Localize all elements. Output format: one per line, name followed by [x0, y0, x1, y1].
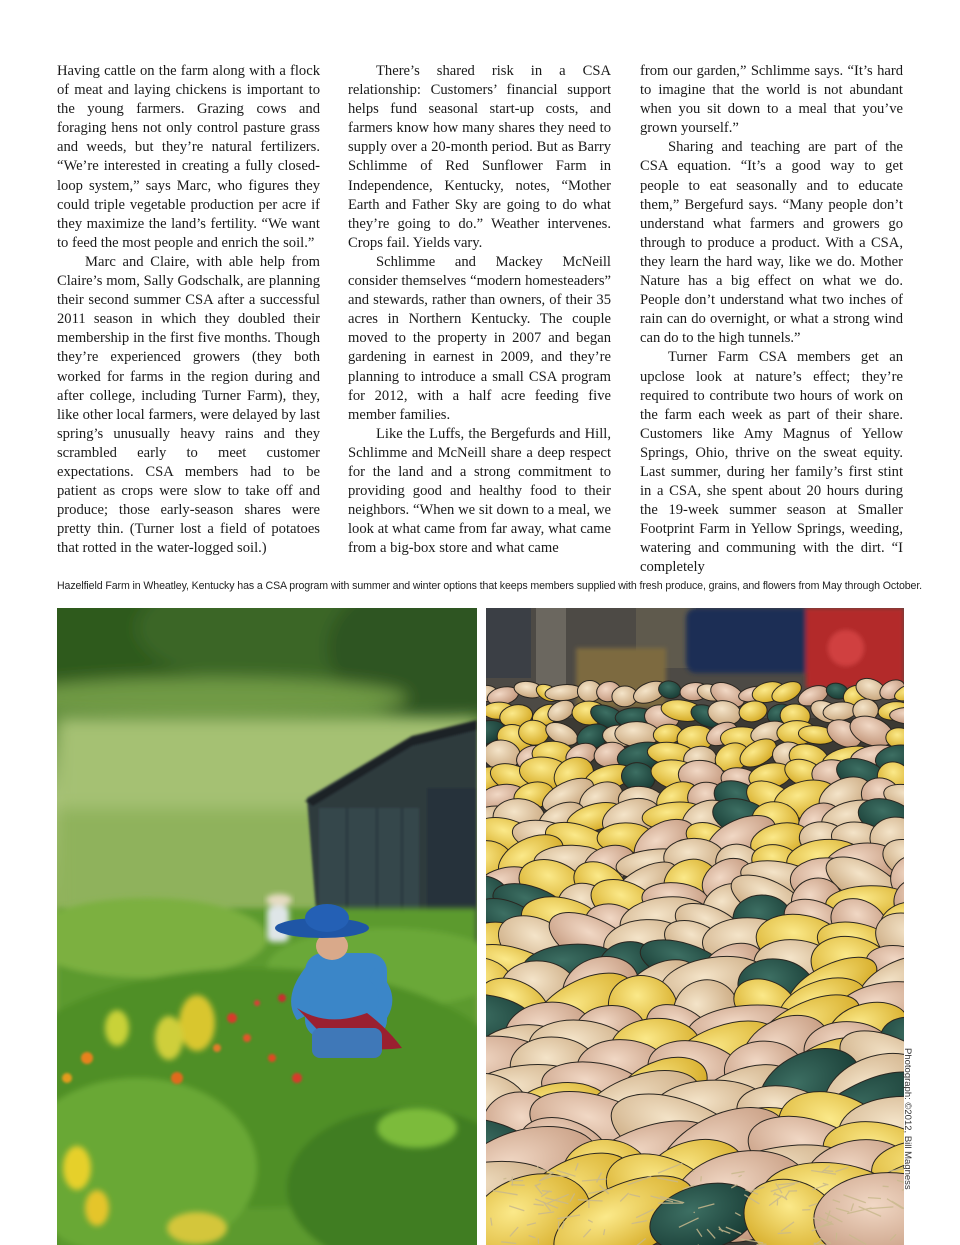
article-column-2 [348, 62, 611, 558]
farm-field-photo [57, 608, 477, 1245]
article-column-3 [640, 62, 903, 578]
straw [694, 1212, 695, 1213]
straw [883, 1186, 889, 1187]
article-paragraph: There’s shared risk in a CSA relationship: Customers’ financial support helps fund seasonal start-up costs, and farmers know how many shares they need to supply over a 20-month period. But as Barry Schlimme of Red Sunflower Farm in Independence, Kentucky, notes, “Mother Earth and Father Sky are going to do what they’re going to do.” Weather intervenes. Crops fail. Yields vary. [348, 63, 611, 251]
article-paragraph: Sharing and teaching are part of the CSA equation. “It’s a good way to get people to eat seasonally and to educate them,” Bergefurd says. “Many people don’t understand what farmers and growers go through to produce a product. With a CSA, they learn the hard way, like we do. Mother Nature has a big effect on what we do. People don’t understand what two inches of rain can do overnight, or what a strong wind can do to the high tunnels.” [640, 139, 903, 347]
straw [701, 1176, 702, 1181]
article-paragraph: Like the Luffs, the Bergefurds and Hill, Schlimme and McNeill share a deep respect for the land and a strong commitment to providing good and healthy food to their neighbors. “When we sit down to a meal, we look at what came from far away, what came from a big-box store and what came [348, 425, 611, 557]
straw [778, 1233, 792, 1234]
photo-credit: Photograph: ©2012, Bill Magness [902, 1048, 913, 1190]
article-column-1 [57, 62, 320, 558]
article-paragraph: from our garden,” Schlimme says. “It’s hard to imagine that the world is not abundant when you sit down to a meal that you’ve grown yourself.” [640, 63, 903, 137]
straw [825, 1171, 834, 1172]
straw [503, 1178, 506, 1179]
straw [868, 1198, 881, 1199]
article-paragraph: Turner Farm CSA members get an upclose look at nature’s effect; they’re required to contribute two hours of work on the farm each week as part of their share. Customers like Amy Magnus of Yellow Springs, Ohio, thrive on the sweat equity. Last summer, during her family’s first stint in a CSA, she spent about 20 hours during the 19-week summer season at Smaller Footprint Farm in Yellow Springs, weeding, watering and communing with the dirt. “I completely [640, 349, 903, 576]
article-paragraph: Schlimme and Mackey McNeill consider themselves “modern homesteaders” and stewards, rather than owners, of their 35 acres in Northern Kentucky. The couple moved to the property in 2007 and began gardening in earnest in 2009, and they’re planning to introduce a small CSA program for 2012, with a half acre feeding five member families. [348, 253, 611, 423]
photo-caption: Hazelfield Farm in Wheatley, Kentucky has a CSA program with summer and winter options that keeps members supplied with fresh produce, grains, and flowers from May through October. [57, 580, 923, 592]
article-paragraph: Having cattle on the farm along with a flock of meat and laying chickens is important to the young farmers. Grazing cows and foraging hens not only control pasture grass and weeds, but they’re natural fertilizers. “We’re interested in creating a fully closed-loop system,” says Marc, who figures they could triple vegetable production per acre if they maximize the land’s fertility. “We want to feed the most people and enrich the soil.” [57, 63, 320, 251]
article-paragraph: Marc and Claire, with able help from Claire’s mom, Sally Godschalk, are planning their second summer CSA after a successful 2011 season in which they doubled their membership in the first five months. Though they’re experienced growers (they both worked for farms in the region during and after college, including Turner Farm), they, like other local farmers, were delayed by last spring’s unusually heavy rains and they scrambled early to meet customer expectations. CSA members had to be patient as crops were slow to take off and produce; those early-season shares were pretty thin. (Turner lost a field of potatoes that rotted in the water-logged soil.) [57, 253, 320, 557]
straw [511, 1185, 525, 1186]
squash-harvest-photo [486, 608, 904, 1245]
squash-pile-illustration [486, 608, 904, 1245]
farm-field-illustration [57, 608, 477, 1245]
